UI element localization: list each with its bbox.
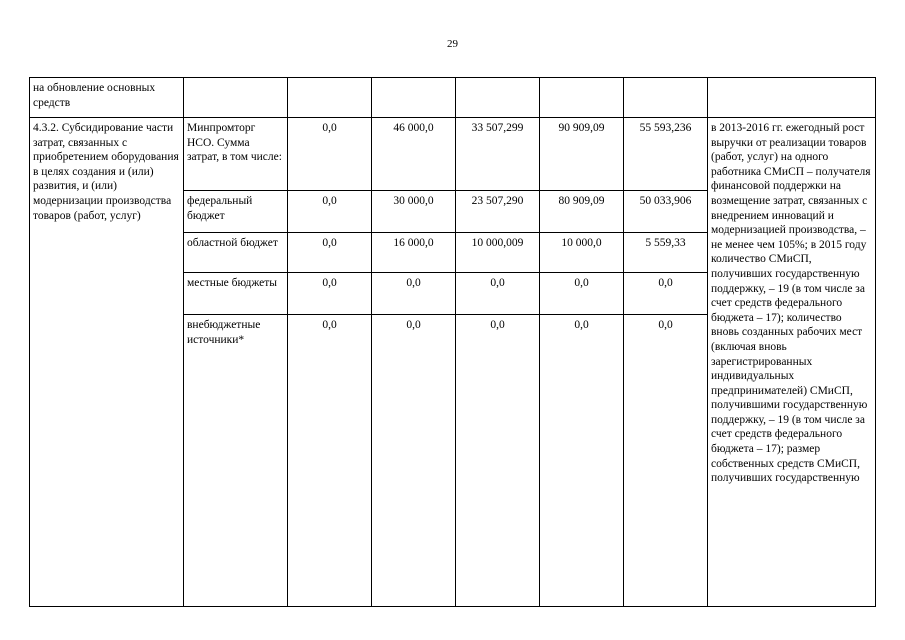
value-cell: 80 909,09 [540,191,624,233]
value-cell: 0,0 [288,191,372,233]
value-cell: 0,0 [540,315,624,607]
empty-cell [456,78,540,118]
empty-cell [184,78,288,118]
value-cell: 33 507,299 [456,118,540,191]
empty-cell [372,78,456,118]
page-number: 29 [447,38,458,50]
value-cell: 0,0 [288,233,372,273]
funding-source: областной бюджет [184,233,288,273]
value-cell: 0,0 [624,315,708,607]
continuation-label: на обновление основных средств [30,78,184,118]
empty-cell [288,78,372,118]
value-cell: 0,0 [372,315,456,607]
value-cell: 46 000,0 [372,118,456,191]
value-cell: 0,0 [288,315,372,607]
continuation-row [30,78,876,118]
empty-cell [624,78,708,118]
program-table [29,77,876,607]
funding-source: Минпромторг НСО. Сумма затрат, в том числе: [184,118,288,191]
empty-cell [708,78,876,118]
value-cell: 0,0 [288,273,372,315]
value-cell: 0,0 [456,315,540,607]
value-cell: 5 559,33 [624,233,708,273]
measure-title: 4.3.2. Субсидирование части затрат, связанных с приобретением оборудования в целях создания и (или) развития, и (или) модернизации производства товаров (работ, услуг) [30,118,184,607]
value-cell: 0,0 [456,273,540,315]
value-cell: 90 909,09 [540,118,624,191]
value-cell: 16 000,0 [372,233,456,273]
value-cell: 55 593,236 [624,118,708,191]
value-cell: 0,0 [540,273,624,315]
value-cell: 30 000,0 [372,191,456,233]
value-cell: 10 000,0 [540,233,624,273]
value-cell: 0,0 [624,273,708,315]
empty-cell [540,78,624,118]
value-cell: 0,0 [372,273,456,315]
table-row [30,118,876,191]
target-indicator: в 2013-2016 гг. ежегодный рост выручки от реализации товаров (работ, услуг) на одного работника СМиСП – получателя финансовой поддержки на возмещение затрат, связанных с внедрением инноваций и модернизацией производства, – не менее чем 105%; в 2015 году количество СМиСП, получивших государственную поддержку, – 19 (в том числе за счет средств федерального бюджета – 17); количество вновь созданных рабочих мест (включая вновь зарегистрированных индивидуальных предпринимателей) СМиСП, получившими государственную поддержку, – 19 (в том числе за счет средств федерального бюджета – 17); размер собственных средств СМиСП, получивших государственную [708,118,876,607]
value-cell: 10 000,009 [456,233,540,273]
funding-source: федеральный бюджет [184,191,288,233]
value-cell: 0,0 [288,118,372,191]
value-cell: 50 033,906 [624,191,708,233]
value-cell: 23 507,290 [456,191,540,233]
funding-source: местные бюджеты [184,273,288,315]
funding-source: внебюджетные источники* [184,315,288,607]
